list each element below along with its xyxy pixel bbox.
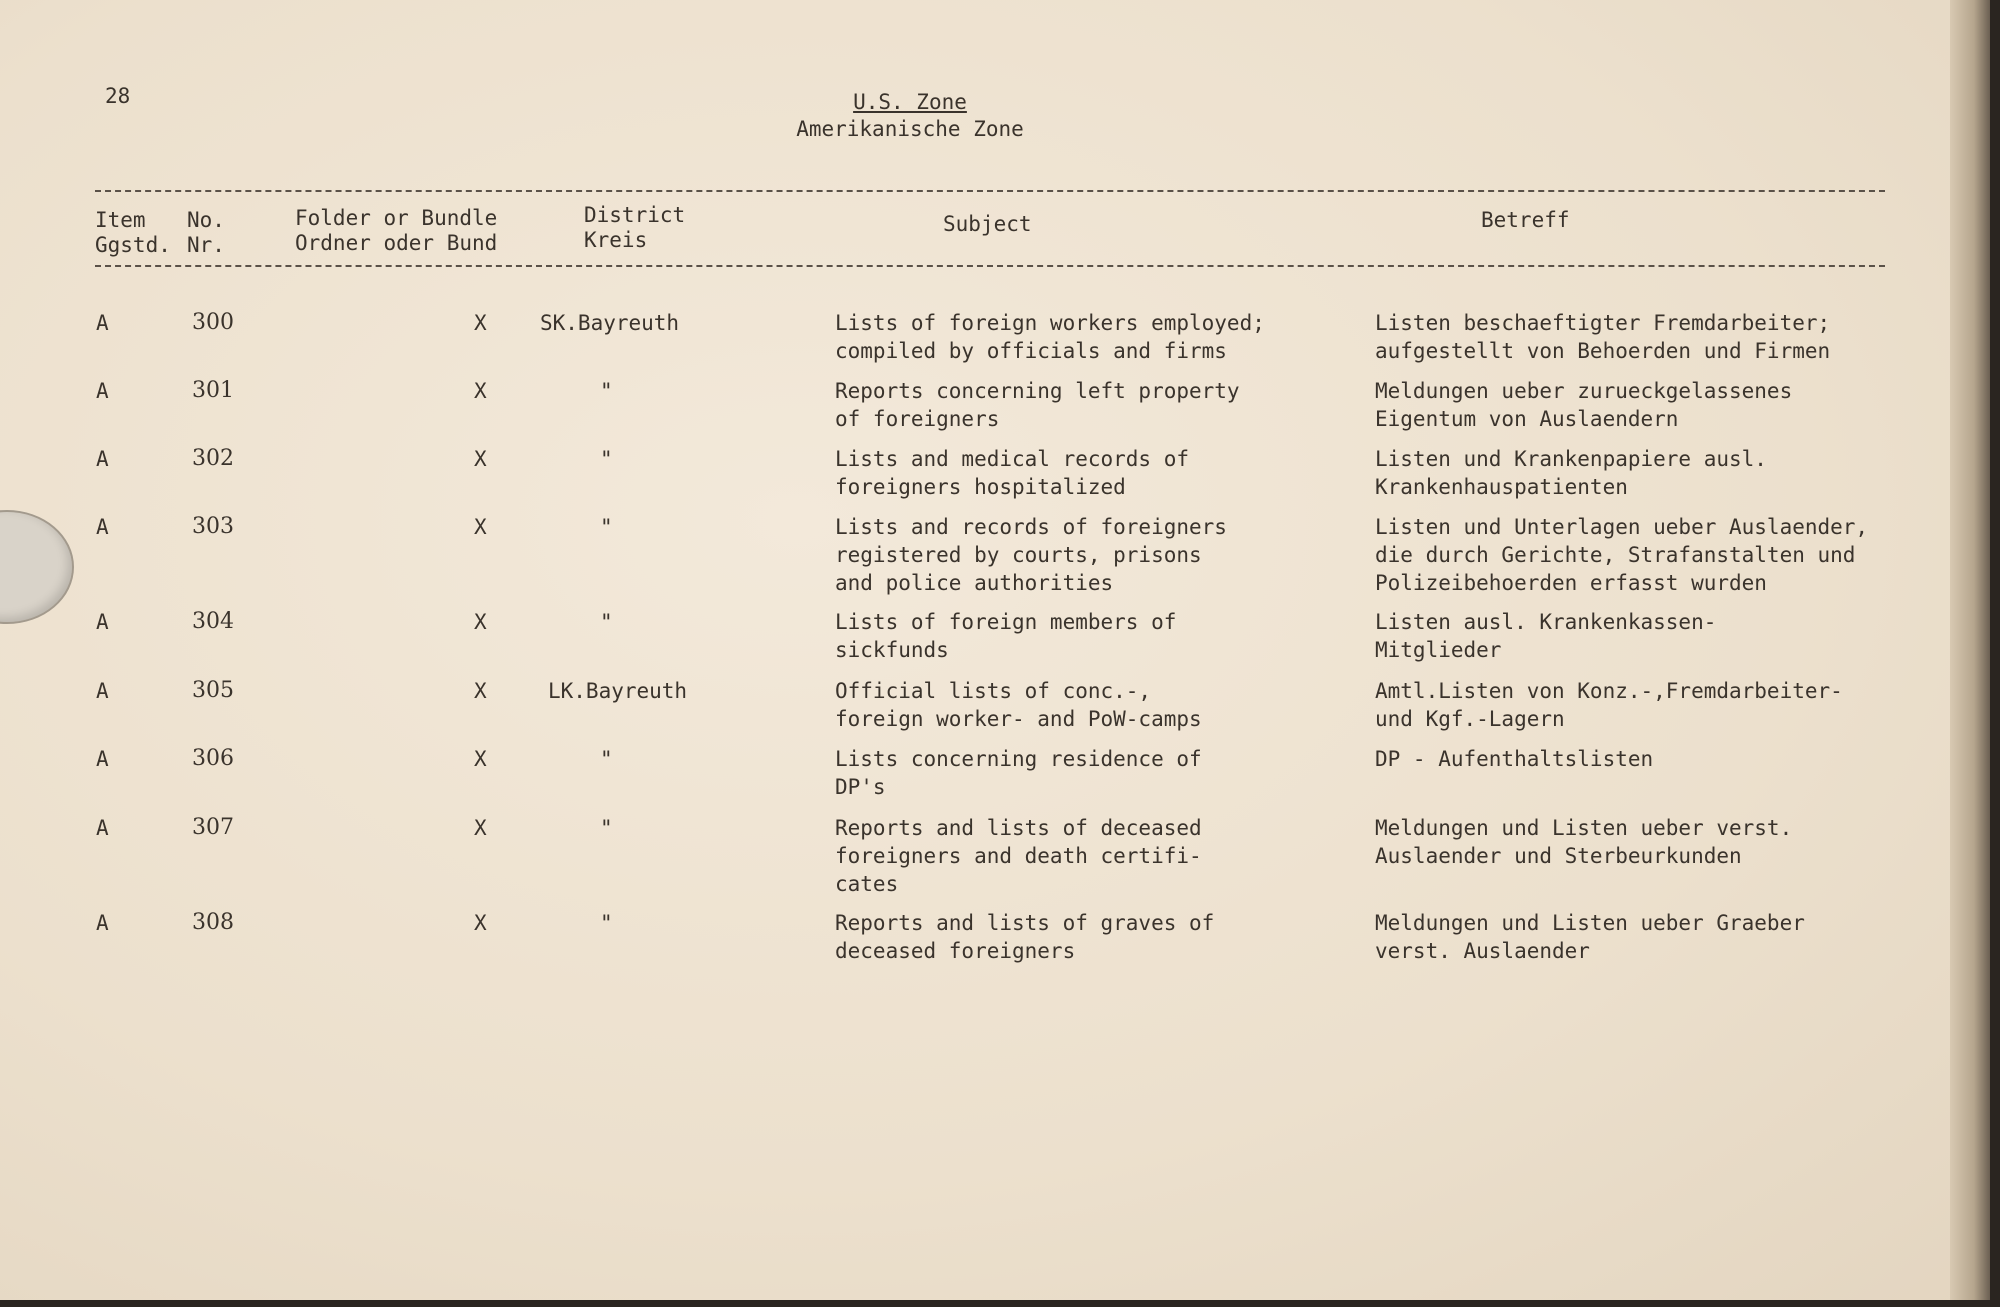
cell-betreff: Meldungen und Listen ueber verst. Auslaender und Sterbeurkunden — [1375, 816, 1793, 868]
cell-item: A — [96, 610, 109, 634]
cell-item: A — [96, 515, 109, 539]
page-number: 28 — [105, 84, 131, 108]
cell-district: " — [600, 816, 613, 840]
cell-betreff: Meldungen und Listen ueber Graeber verst. Auslaender — [1375, 911, 1805, 963]
header-item: Item Ggstd. — [95, 208, 171, 257]
cell-district: " — [600, 747, 613, 771]
cell-betreff: Listen ausl. Krankenkassen- Mitglieder — [1375, 610, 1717, 662]
cell-district: " — [600, 610, 613, 634]
cell-folder: X — [474, 311, 487, 335]
cell-betreff: Amtl.Listen von Konz.-,Fremdarbeiter- und Kgf.-Lagern — [1375, 679, 1843, 731]
cell-folder: X — [474, 610, 487, 634]
cell-betreff: Listen und Unterlagen ueber Auslaender, die durch Gerichte, Strafanstalten und Polizeibehoerden erfasst wurden — [1375, 515, 1869, 595]
cell-betreff: DP - Aufenthaltslisten — [1375, 747, 1654, 771]
cell-item: A — [96, 816, 109, 840]
cell-betreff: Meldungen ueber zurueckgelassenes Eigentum von Auslaendern — [1375, 379, 1793, 431]
zone-subtitle: Amerikanische Zone — [796, 117, 1024, 141]
cell-folder: X — [474, 679, 487, 703]
cell-item: A — [96, 679, 109, 703]
cell-no: 302 — [192, 446, 234, 471]
cell-item: A — [96, 911, 109, 935]
cell-item: A — [96, 447, 109, 471]
cell-subject: Lists and medical records of foreigners hospitalized — [835, 447, 1190, 499]
cell-item: A — [96, 747, 109, 771]
cell-no: 303 — [192, 514, 234, 539]
cell-no: 305 — [192, 678, 234, 703]
header-bottom-rule — [95, 265, 1885, 267]
header-no: No. Nr. — [187, 208, 225, 257]
cell-subject: Reports and lists of graves of deceased foreigners — [835, 911, 1215, 963]
cell-district: " — [600, 911, 613, 935]
cell-district: " — [600, 447, 613, 471]
page-tab-notch — [0, 510, 74, 624]
cell-subject: Lists concerning residence of DP's — [835, 747, 1202, 799]
header-betreff: Betreff — [1481, 208, 1570, 232]
cell-district: " — [600, 515, 613, 539]
cell-folder: X — [474, 816, 487, 840]
cell-betreff: Listen beschaeftigter Fremdarbeiter; aufgestellt von Behoerden und Firmen — [1375, 311, 1831, 363]
cell-subject: Reports and lists of deceased foreigners and death certifi- cates — [835, 816, 1202, 896]
cell-folder: X — [474, 911, 487, 935]
cell-no: 304 — [192, 609, 234, 634]
cell-subject: Lists and records of foreigners registered by courts, prisons and police authorities — [835, 515, 1227, 595]
cell-folder: X — [474, 379, 487, 403]
cell-district: " — [600, 379, 613, 403]
cell-no: 306 — [192, 746, 234, 771]
zone-title: U.S. Zone — [853, 90, 967, 114]
cell-subject: Lists of foreign workers employed; compiled by officials and firms — [835, 311, 1265, 363]
cell-district: SK.Bayreuth — [540, 311, 680, 335]
cell-item: A — [96, 379, 109, 403]
cell-no: 301 — [192, 378, 234, 403]
cell-subject: Lists of foreign members of sickfunds — [835, 610, 1177, 662]
cell-item: A — [96, 311, 109, 335]
cell-subject: Reports concerning left property of foreigners — [835, 379, 1240, 431]
cell-no: 307 — [192, 815, 234, 840]
cell-folder: X — [474, 515, 487, 539]
book-binding — [1950, 0, 1990, 1300]
cell-betreff: Listen und Krankenpapiere ausl. Krankenhauspatienten — [1375, 447, 1767, 499]
cell-no: 300 — [192, 310, 234, 335]
header-subject: Subject — [943, 212, 1032, 236]
cell-folder: X — [474, 447, 487, 471]
header-district: District Kreis — [584, 203, 686, 252]
header-folder: Folder or Bundle Ordner oder Bund — [295, 206, 498, 255]
cell-subject: Official lists of conc.-, foreign worker- and PoW-camps — [835, 679, 1202, 731]
header-top-rule — [95, 190, 1885, 192]
cell-district: LK.Bayreuth — [548, 679, 688, 703]
cell-no: 308 — [192, 910, 234, 935]
cell-folder: X — [474, 747, 487, 771]
